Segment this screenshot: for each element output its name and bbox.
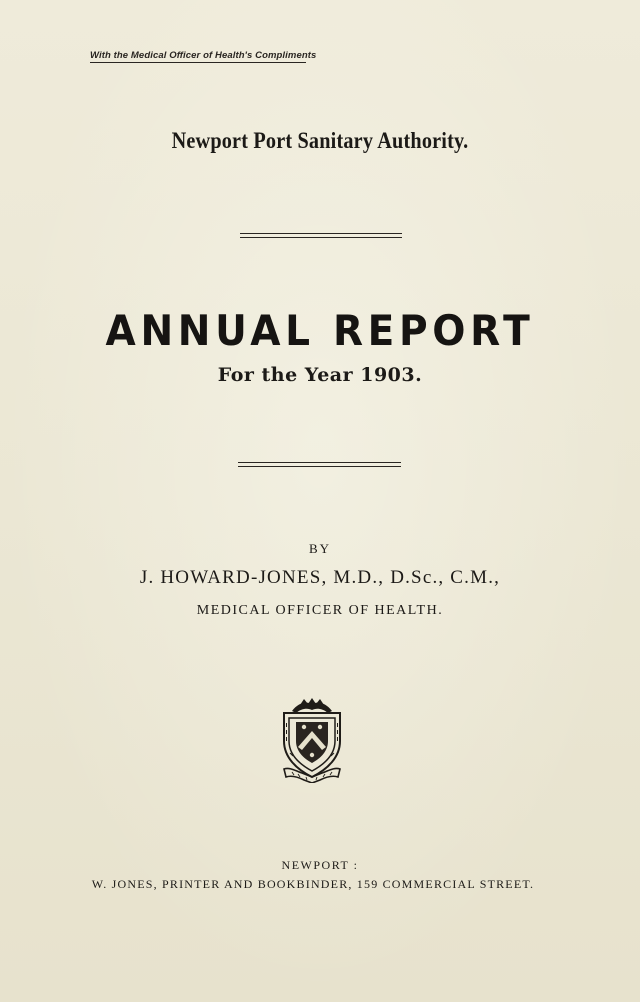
report-title: ANNUAL REPORT bbox=[105, 306, 535, 355]
author-name: J. HOWARD-JONES, M.D., D.Sc., C.M., bbox=[139, 567, 501, 588]
imprint-place: NEWPORT : bbox=[281, 858, 359, 872]
borough-seal-icon bbox=[270, 697, 354, 783]
author-role: MEDICAL OFFICER OF HEALTH. bbox=[196, 603, 444, 618]
double-rule-divider-top bbox=[240, 233, 402, 238]
by-label: BY bbox=[308, 541, 332, 556]
compliments-stamp: With the Medical Officer of Health's Compliments bbox=[90, 50, 317, 61]
report-year-line: For the Year 1903. bbox=[217, 364, 423, 386]
authority-heading: Newport Port Sanitary Authority. bbox=[171, 128, 469, 153]
double-rule-divider-bottom bbox=[238, 462, 401, 467]
imprint-printer: W. JONES, PRINTER AND BOOKBINDER, 159 COMMERCIAL STREET. bbox=[91, 877, 535, 891]
